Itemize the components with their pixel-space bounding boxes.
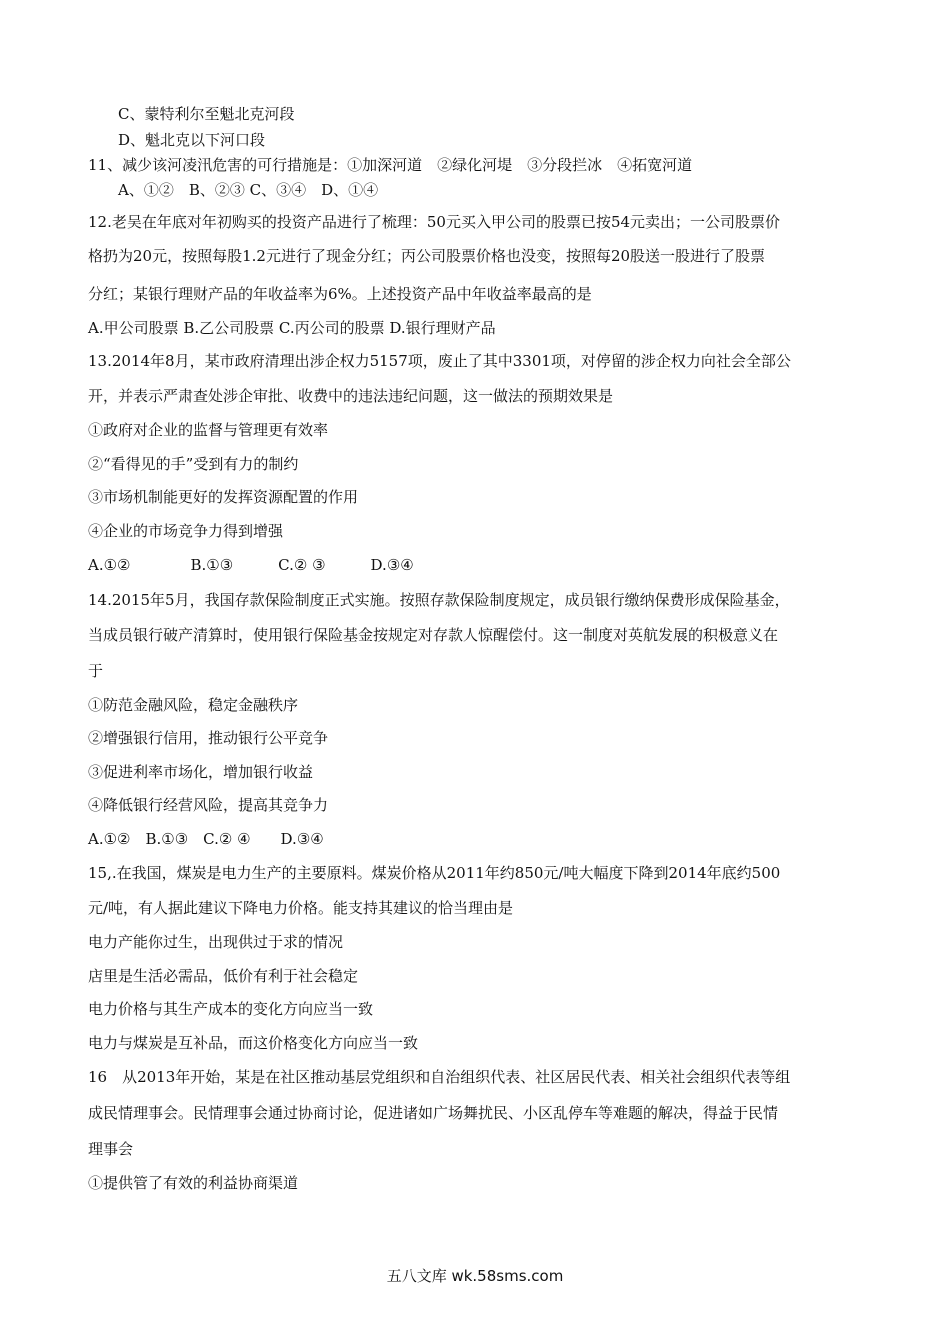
page-footer: 五八文库 wk.58sms.com <box>386 1267 564 1285</box>
question-15-item-3: 电力价格与其生产成本的变化方向应当一致 <box>88 1000 374 1018</box>
question-14-item-2: ②增强银行信用，推动银行公平竞争 <box>88 729 329 747</box>
question-14-line-3: 于 <box>88 662 104 680</box>
question-15-item-4: 电力与煤炭是互补品，而这价格变化方向应当一致 <box>88 1034 419 1052</box>
question-13-item-2: ②“看得见的手”受到有力的制约 <box>88 455 299 473</box>
question-12-line-1: 12.老吴在年底对年初购买的投资产品进行了梳理：50元买入甲公司的股票已按54元卖出；一公司股票价 <box>88 213 781 231</box>
option-d-line: D、魁北克以下河口段 <box>118 131 266 149</box>
question-16-item-1: ①提供管了有效的利益协商渠道 <box>88 1174 299 1192</box>
question-12-options: A.甲公司股票 B.乙公司股票 C.丙公司的股票 D.银行理财产品 <box>88 319 496 337</box>
question-14-item-1: ①防范金融风险，稳定金融秩序 <box>88 696 299 714</box>
question-14-line-1: 14.2015年5月，我国存款保险制度正式实施。按照存款保险制度规定，成员银行缴纳保费形成保险基金， <box>88 591 790 609</box>
question-13-item-1: ①政府对企业的监督与管理更有效率 <box>88 421 329 439</box>
question-14-line-2: 当成员银行破产清算时，使用银行保险基金按规定对存款人惊醒偿付。这一制度对英航发展的积极意义在 <box>88 626 779 644</box>
question-16-line-3: 理事会 <box>88 1140 134 1158</box>
question-15-line-2: 元/吨，有人据此建议下降电力价格。能支持其建议的恰当理由是 <box>88 899 514 917</box>
question-14-item-4: ④降低银行经营风险，提高其竞争力 <box>88 796 329 814</box>
question-11-options: A、①② B、②③ C、③④ D、①④ <box>118 181 379 199</box>
question-14-item-3: ③促进利率市场化，增加银行收益 <box>88 763 314 781</box>
question-13-line-2: 开，并表示严肃查处涉企审批、收费中的违法违纪问题，这一做法的预期效果是 <box>88 387 614 405</box>
question-11: 11、减少该河凌汛危害的可行措施是：①加深河道 ②绿化河堤 ③分段拦冰 ④拓宽河道 <box>88 156 693 174</box>
question-16-line-1: 16 从2013年开始，某是在社区推动基层党组织和自治组织代表、社区居民代表、相关社会组织代表等组 <box>88 1068 791 1086</box>
question-13-options: A.①② B.①③ C.② ③ D.③④ <box>88 556 414 574</box>
question-15-item-1: 电力产能你过生，出现供过于求的情况 <box>88 933 344 951</box>
question-12-line-3: 分红；某银行理财产品的年收益率为6%。上述投资产品中年收益率最高的是 <box>88 285 592 303</box>
question-16-line-2: 成民情理事会。民情理事会通过协商讨论，促进诸如广场舞扰民、小区乱停车等难题的解决，得益于民情 <box>88 1104 779 1122</box>
question-14-options: A.①② B.①③ C.② ④ D.③④ <box>88 830 324 848</box>
question-13-item-4: ④企业的市场竞争力得到增强 <box>88 522 284 540</box>
option-c-line: C、蒙特利尔至魁北克河段 <box>118 105 295 123</box>
question-15-item-2: 店里是生活必需品，低价有利于社会稳定 <box>88 967 359 985</box>
question-12-line-2: 格扔为20元，按照每股1.2元进行了现金分红；丙公司股票价格也没变，按照每20股送一股进行了股票 <box>88 247 766 265</box>
question-13-line-1: 13.2014年8月，某市政府清理出涉企权力5157项，废止了其中3301项，对停留的涉企权力向社会全部公 <box>88 352 791 370</box>
question-13-item-3: ③市场机制能更好的发挥资源配置的作用 <box>88 488 359 506</box>
question-15-line-1: 15,.在我国，煤炭是电力生产的主要原料。煤炭价格从2011年约850元/吨大幅度下降到2014年底约500 <box>88 864 781 882</box>
